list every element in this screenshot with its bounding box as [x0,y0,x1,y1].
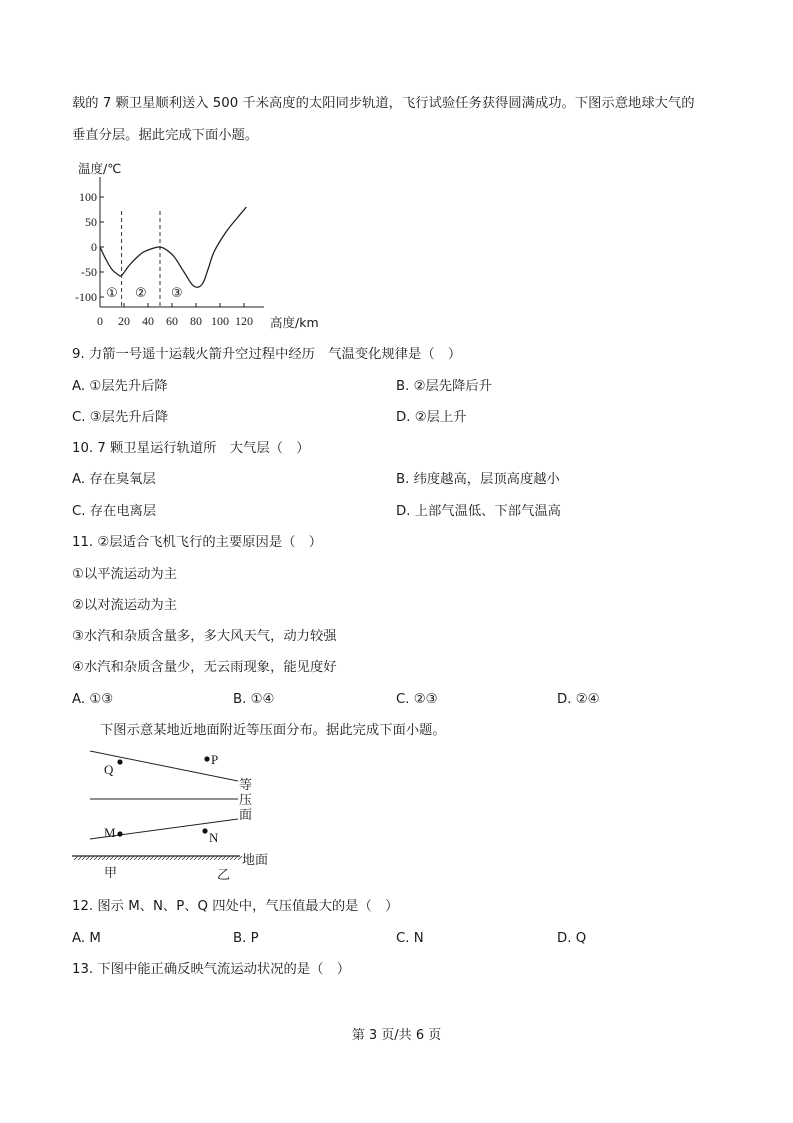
point-q [117,759,122,764]
q10-option-c[interactable]: C. 存在电离层 [72,504,157,519]
q12-stem: 12. 图示 M、N、P、Q 四处中，气压值最大的是（ ） [72,899,399,914]
point-n [202,828,207,833]
label-p: P [211,752,219,767]
q9-option-c[interactable]: C. ③层先升后降 [72,410,169,425]
q9-option-a[interactable]: A. ①层先升后降 [72,379,168,394]
q9-option-b[interactable]: B. ②层先降后升 [396,379,492,394]
q11-item-1: ①以平流运动为主 [72,567,177,582]
x-tick-label: 40 [142,314,154,328]
q11-stem: 11. ②层适合飞机飞行的主要原因是（ ） [72,535,323,550]
q11-item-2: ②以对流运动为主 [72,598,177,613]
isobar-label-2: 压 [239,793,253,808]
atmosphere-temperature-chart [72,155,332,335]
y-tick-label: -50 [81,265,97,279]
chart-x-label: 高度/km [270,315,319,330]
intro-line-1: 载的 7 颗卫星顺利送入 500 千米高度的太阳同步轨道，飞行试验任务获得圆满成功。下图示意地球大气的 [72,96,695,111]
intro-line-2: 垂直分层。据此完成下面小题。 [72,128,259,143]
x-tick-label: 100 [211,314,229,328]
label-n: N [209,830,219,845]
q13-stem: 13. 下图中能正确反映气流运动状况的是（ ） [72,962,351,977]
q11-item-4: ④水汽和杂质含量少，无云雨现象，能见度好 [72,660,337,675]
y-tick-label: 50 [85,215,97,229]
isobar-label-3: 面 [239,808,253,823]
q11-option-d[interactable]: D. ②④ [557,692,600,707]
q11-option-a[interactable]: A. ①③ [72,692,114,707]
q12-option-c[interactable]: C. N [396,931,424,946]
layer-label: ① [106,286,118,301]
q12-option-d[interactable]: D. Q [557,931,587,946]
q12-option-b[interactable]: B. P [233,931,259,946]
q11-option-b[interactable]: B. ①④ [233,692,275,707]
label-yi: 乙 [217,868,231,883]
label-jia: 甲 [104,866,118,881]
point-m [117,831,122,836]
q11-item-3: ③水汽和杂质含量多，多大风天气，动力较强 [72,629,337,644]
x-tick-label: 60 [166,314,178,328]
isobar-label-1: 等 [239,778,253,793]
y-tick-label: 0 [91,240,97,254]
layer-label: ③ [170,286,183,301]
point-p [204,756,209,761]
chart-y-label: 温度/℃ [78,161,122,176]
y-tick-label: 100 [79,190,97,204]
label-m: M [104,825,116,840]
q9-stem: 9. 力箭一号遥十运载火箭升空过程中经历 气温变化规律是（ ） [72,347,462,362]
isobar-figure [68,744,288,884]
q10-option-d[interactable]: D. 上部气温低、下部气温高 [396,504,561,519]
y-tick-label: -100 [75,290,97,304]
label-q: Q [104,762,114,777]
x-tick-label: 0 [97,314,103,328]
x-tick-label: 20 [118,314,130,328]
q9-option-d[interactable]: D. ②层上升 [396,410,467,425]
page-footer: 第 3 页/共 6 页 [351,1028,442,1043]
ground-label: 地面 [242,853,269,868]
q10-option-a[interactable]: A. 存在臭氧层 [72,472,156,487]
q12-option-a[interactable]: A. M [72,931,101,946]
q10-stem: 10. 7 颗卫星运行轨道所 大气层（ ） [72,441,310,456]
q10-option-b[interactable]: B. 纬度越高，层顶高度越小 [396,472,560,487]
x-tick-label: 80 [190,314,202,328]
intro-2: 下图示意某地近地面附近等压面分布。据此完成下面小题。 [100,723,446,738]
q11-option-c[interactable]: C. ②③ [396,692,438,707]
layer-label: ② [134,286,147,301]
x-tick-label: 120 [235,314,253,328]
